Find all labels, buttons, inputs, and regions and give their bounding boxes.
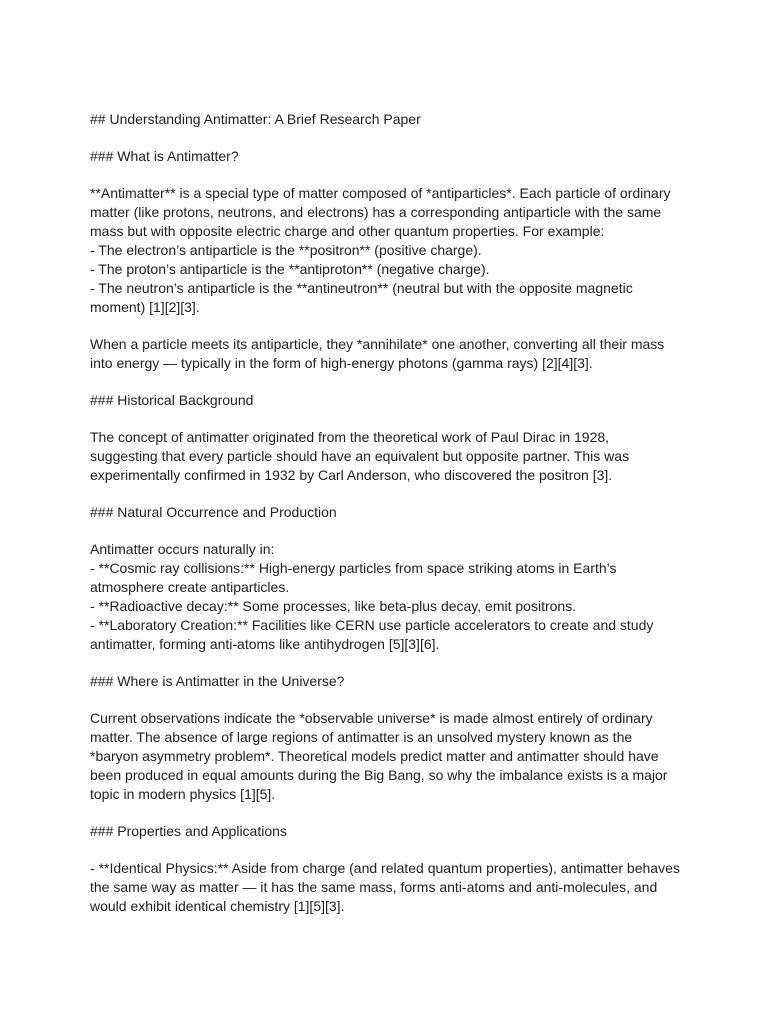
- section-heading-natural-occurrence: ### Natural Occurrence and Production: [90, 504, 337, 520]
- list-item: - The proton’s antiparticle is the **antiproton** (negative charge).: [90, 261, 490, 277]
- document-title: ## Understanding Antimatter: A Brief Research Paper: [90, 111, 421, 127]
- paragraph: **Antimatter** is a special type of matter composed of *antiparticles*. Each particle of ordinary matter (like protons, neutrons, and electrons) has a corresponding antiparticle with the same mass but with opposite electric charge and other quantum properties. For example:: [90, 185, 671, 239]
- list-item: - **Laboratory Creation:** Facilities like CERN use particle accelerators to create and study antimatter, forming anti-atoms like antihydrogen [5][3][6].: [90, 617, 654, 652]
- list-item: - **Radioactive decay:** Some processes, like beta-plus decay, emit positrons.: [90, 598, 577, 614]
- section-heading-properties-applications: ### Properties and Applications: [90, 823, 287, 839]
- section-heading-antimatter-in-universe: ### Where is Antimatter in the Universe?: [90, 673, 345, 689]
- list-item: - **Identical Physics:** Aside from charge (and related quantum properties), antimatter behaves the same way as matter — it has the same mass, forms anti-atoms and anti-molecules, and would exhibit identical chemistry [1][5][3].: [90, 860, 680, 914]
- list-item: - The electron’s antiparticle is the **positron** (positive charge).: [90, 242, 482, 258]
- list-item: - **Cosmic ray collisions:** High-energy particles from space striking atoms in Earth’s atmosphere create antiparticles.: [90, 560, 617, 595]
- paragraph: Current observations indicate the *observable universe* is made almost entirely of ordinary matter. The absence of large regions of antimatter is an unsolved mystery known as the *baryon asymmetry problem*. Theoretical models predict matter and antimatter should have been produced in equal amounts during the Big Bang, so why the imbalance exists is a major topic in modern physics [1][5].: [90, 710, 668, 802]
- section-natural-occurrence-body: [90, 540, 680, 654]
- section-what-is-antimatter-body: [90, 184, 680, 317]
- section-heading-what-is-antimatter: ### What is Antimatter?: [90, 148, 239, 164]
- list-item: - The neutron’s antiparticle is the **antineutron** (neutral but with the opposite magnetic moment) [1][2][3].: [90, 280, 633, 315]
- paragraph: The concept of antimatter originated from the theoretical work of Paul Dirac in 1928, suggesting that every particle should have an equivalent but opposite partner. This was experimentally confirmed in 1932 by Carl Anderson, who discovered the positron [3].: [90, 429, 630, 483]
- document-body: [90, 110, 680, 934]
- section-heading-historical-background: ### Historical Background: [90, 392, 254, 408]
- paragraph: When a particle meets its antiparticle, they *annihilate* one another, converting all their mass into energy — typically in the form of high-energy photons (gamma rays) [2][4][3].: [90, 336, 665, 371]
- paragraph: Antimatter occurs naturally in:: [90, 541, 275, 557]
